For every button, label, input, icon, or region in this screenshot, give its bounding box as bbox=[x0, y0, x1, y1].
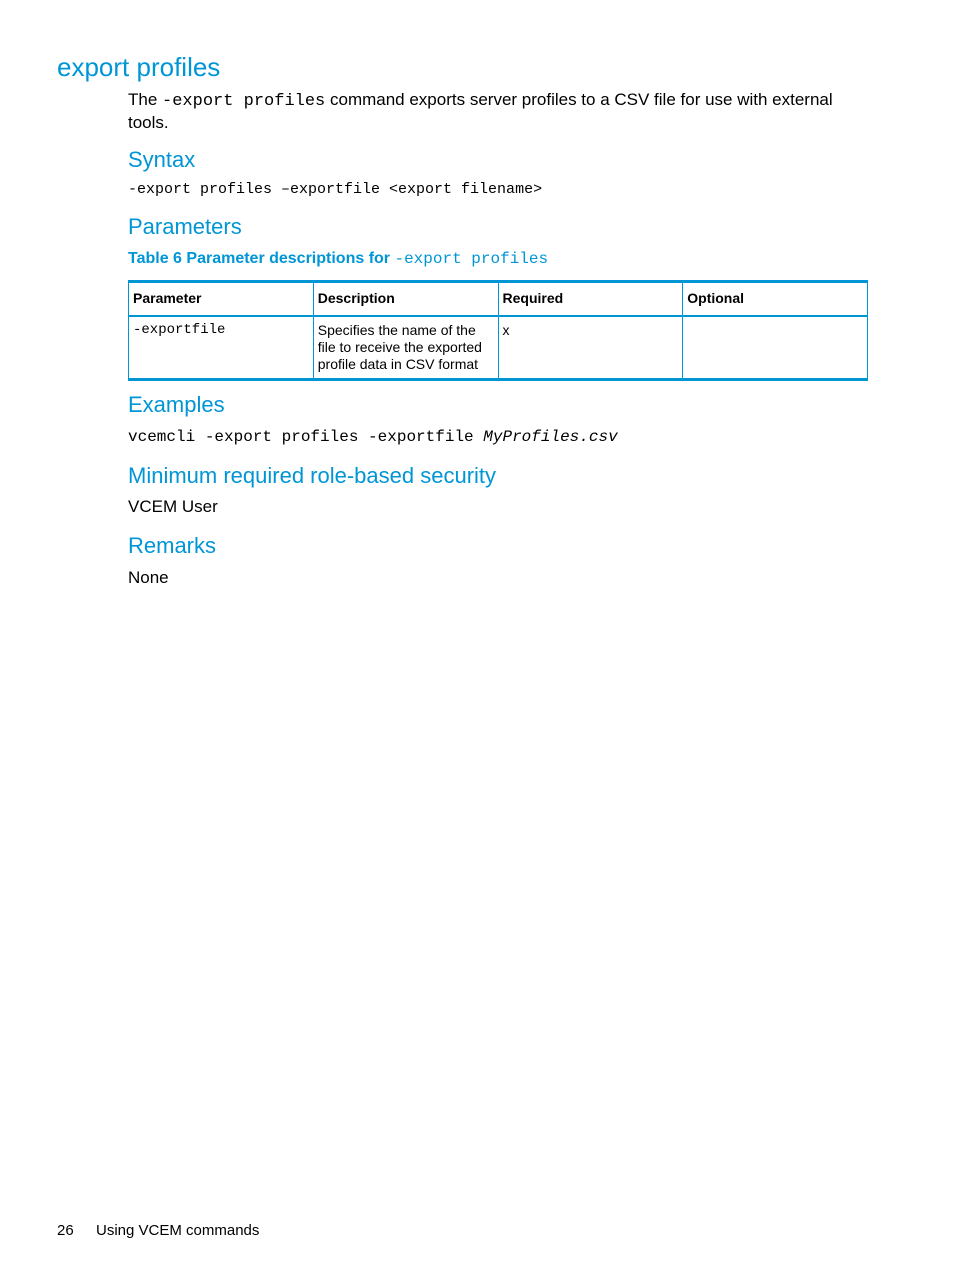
syntax-heading: Syntax bbox=[128, 147, 196, 172]
column-header-parameter: Parameter bbox=[129, 282, 314, 317]
cell-parameter: -exportfile bbox=[129, 316, 314, 380]
examples-heading: Examples bbox=[128, 392, 225, 417]
intro-command: -export profiles bbox=[162, 92, 326, 111]
table-header-row bbox=[129, 282, 868, 317]
security-text: VCEM User bbox=[128, 497, 218, 516]
column-header-required: Required bbox=[498, 282, 683, 317]
remarks-heading: Remarks bbox=[128, 533, 217, 558]
column-header-optional: Optional bbox=[683, 282, 868, 317]
cell-description: Specifies the name of the file to receive the exported profile data in CSV format bbox=[313, 316, 498, 380]
example-filename: MyProfiles.csv bbox=[483, 428, 618, 446]
table-caption-code: -export profiles bbox=[394, 250, 549, 268]
cell-optional bbox=[683, 316, 868, 380]
example-code bbox=[128, 428, 618, 446]
footer-page-number: 26 bbox=[57, 1222, 74, 1239]
syntax-code: -export profiles –exportfile <export filename> bbox=[128, 181, 543, 198]
security-heading: Minimum required role-based security bbox=[128, 463, 497, 488]
column-header-description: Description bbox=[313, 282, 498, 317]
parameters-table bbox=[128, 280, 868, 381]
intro-paragraph bbox=[128, 89, 848, 133]
page-title: export profiles bbox=[57, 52, 221, 82]
intro-prefix: The bbox=[128, 90, 163, 109]
intro-suffix: command exports server profiles to a CSV file for use with external tools. bbox=[128, 90, 833, 132]
cell-required: x bbox=[498, 316, 683, 380]
table-caption-label: Table 6 Parameter descriptions for bbox=[128, 250, 395, 267]
parameters-heading: Parameters bbox=[128, 214, 242, 239]
example-command: vcemcli -export profiles -exportfile bbox=[128, 428, 484, 446]
table-caption bbox=[128, 250, 548, 268]
footer-section: Using VCEM commands bbox=[96, 1222, 260, 1239]
table-row bbox=[129, 316, 868, 380]
remarks-text: None bbox=[128, 568, 169, 587]
